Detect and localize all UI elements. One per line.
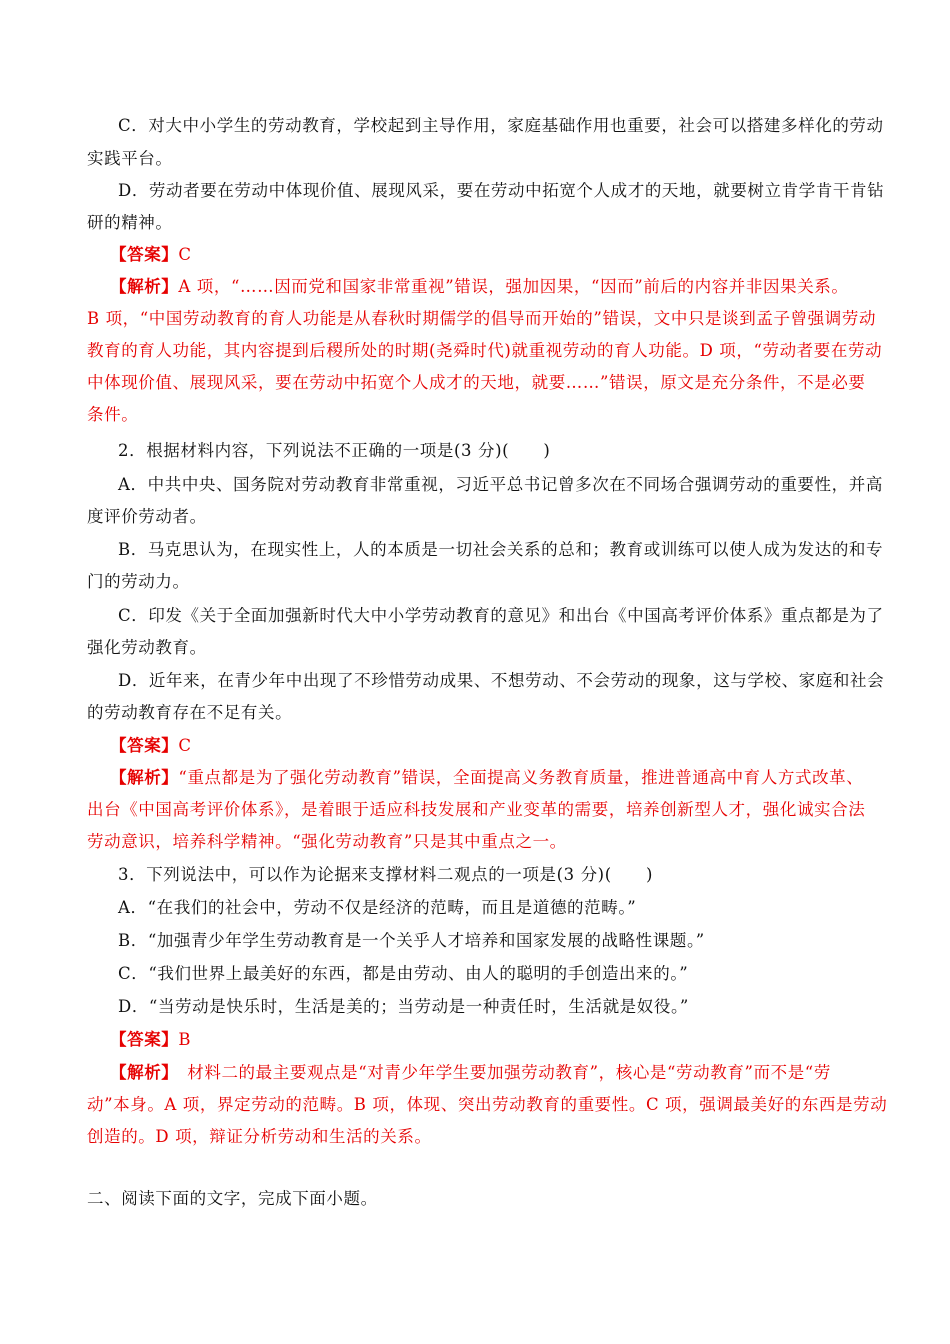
q1-analysis-line4: 中体现价值、展现风采，要在劳动中拓宽个人成才的天地，就要……”错误，原文是充分条件，不是必要 xyxy=(87,373,866,392)
q1-option-d-line1: D．劳动者要在劳动中体现价值、展现风采，要在劳动中拓宽个人成才的天地，就要树立肯学肯干肯钻 xyxy=(118,181,885,200)
q2-analysis-line3: 劳动意识，培养科学精神。“强化劳动教育”只是其中重点之一。 xyxy=(87,832,567,851)
q3-analysis-line3: 创造的。D 项，辩证分析劳动和生活的关系。 xyxy=(87,1127,432,1146)
q3-analysis-line1: 【解析】 材料二的最主要观点是“对青少年学生要加强劳动教育”，核心是“劳动教育”而不是“劳 xyxy=(110,1063,831,1082)
q2-option-a-line2: 度评价劳动者。 xyxy=(87,507,207,526)
q1-analysis-line1: 【解析】A 项，“……因而党和国家非常重视”错误，强加因果，“因而”前后的内容并非因果关系。 xyxy=(110,277,849,296)
answer-value: B xyxy=(178,1030,192,1049)
q3-analysis-line2: 动”本身。A 项，界定劳动的范畴。B 项，体现、突出劳动教育的重要性。C 项，强调最美好的东西是劳动 xyxy=(87,1095,888,1114)
analysis-label: 【解析】 xyxy=(110,768,179,787)
q1-option-c-line1: C．对大中小学生的劳动教育，学校起到主导作用，家庭基础作用也重要，社会可以搭建多样化的劳动 xyxy=(118,116,884,135)
answer-value: C xyxy=(178,245,192,264)
q2-option-d-line2: 的劳动教育存在不足有关。 xyxy=(87,703,293,722)
q1-option-c-line2: 实践平台。 xyxy=(87,149,173,168)
section-heading: 二、阅读下面的文字，完成下面小题。 xyxy=(87,1189,378,1208)
q2-option-a-line1: A．中共中央、国务院对劳动教育非常重视，习近平总书记曾多次在不同场合强调劳动的重要性，并高 xyxy=(118,475,883,494)
q1-analysis-line3: 教育的育人功能，其内容提到后稷所处的时期(尧舜时代)就重视劳动的育人功能。D 项，“劳动者要在劳动 xyxy=(87,341,883,360)
q2-option-b-line2: 门的劳动力。 xyxy=(87,572,190,591)
q3-stem: 3．下列说法中，可以作为论据来支撑材料二观点的一项是(3 分)( ) xyxy=(118,865,653,884)
answer-label: 【答案】 xyxy=(110,1030,179,1049)
q2-analysis-line2: 出台《中国高考评价体系》，是着眼于适应科技发展和产业变革的需要，培养创新型人才，强化诚实合法 xyxy=(87,800,866,819)
q2-answer xyxy=(110,735,192,757)
q3-answer xyxy=(110,1029,191,1051)
q3-option-c: C．“我们世界上最美好的东西，都是由劳动、由人的聪明的手创造出来的。” xyxy=(118,964,689,983)
q2-option-d-line1: D．近年来，在青少年中出现了不珍惜劳动成果、不想劳动、不会劳动的现象，这与学校、家庭和社会 xyxy=(118,671,885,690)
q3-option-a: A．“在我们的社会中，劳动不仅是经济的范畴，而且是道德的范畴。” xyxy=(118,898,637,917)
q3-option-b: B．“加强青少年学生劳动教育是一个关乎人才培养和国家发展的战略性课题。” xyxy=(118,931,705,950)
q2-option-b-line1: B．马克思认为，在现实性上，人的本质是一切社会关系的总和；教育或训练可以使人成为发达的和专 xyxy=(118,540,884,559)
answer-label: 【答案】 xyxy=(110,245,179,264)
analysis-label: 【解析】 xyxy=(110,277,179,296)
q1-answer xyxy=(110,244,192,266)
q1-analysis-line2: B 项，“中国劳动教育的育人功能是从春秋时期儒学的倡导而开始的”错误，文中只是谈到孟子曾强调劳动 xyxy=(87,309,877,328)
q2-option-c-line2: 强化劳动教育。 xyxy=(87,638,207,657)
q3-option-d: D．“当劳动是快乐时，生活是美的；当劳动是一种责任时，生活就是奴役。” xyxy=(118,997,689,1016)
q2-option-c-line1: C．印发《关于全面加强新时代大中小学劳动教育的意见》和出台《中国高考评价体系》重点都是为了 xyxy=(118,606,884,625)
answer-value: C xyxy=(178,736,192,755)
q2-analysis-line1: 【解析】“重点都是为了强化劳动教育”错误，全面提高义务教育质量，推进普通高中育人方式改革、 xyxy=(110,768,864,787)
answer-label: 【答案】 xyxy=(110,736,179,755)
q2-stem: 2．根据材料内容，下列说法不正确的一项是(3 分)( ) xyxy=(118,441,551,460)
q1-option-d-line2: 研的精神。 xyxy=(87,213,173,232)
analysis-label: 【解析】 xyxy=(110,1063,171,1082)
q1-analysis-line5: 条件。 xyxy=(87,405,139,424)
